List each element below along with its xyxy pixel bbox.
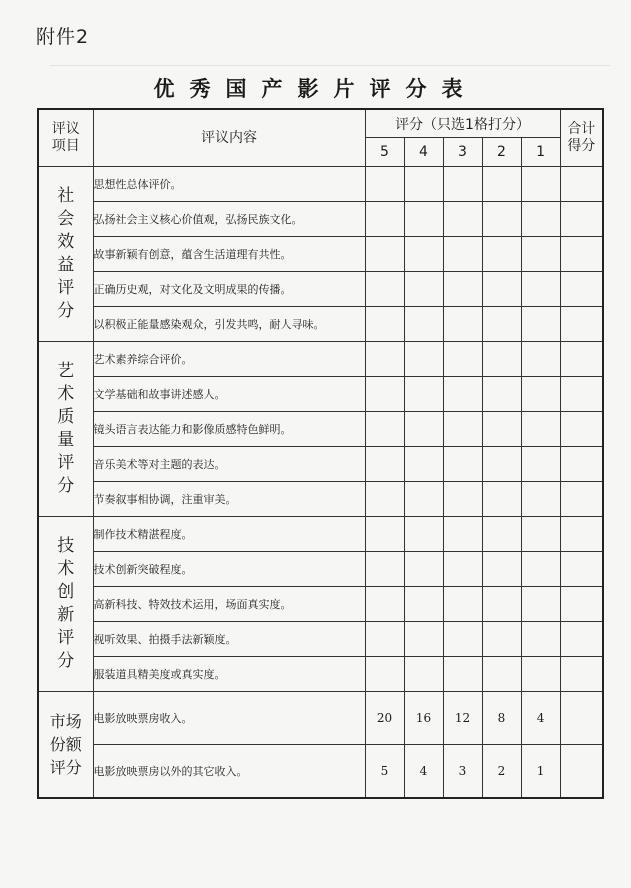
score-cell[interactable]: [443, 622, 482, 657]
score-value[interactable]: 8: [482, 692, 521, 745]
score-cell[interactable]: [443, 657, 482, 692]
total-cell[interactable]: [560, 447, 603, 482]
criteria-item: 电影放映票房以外的其它收入。: [93, 745, 365, 799]
score-cell[interactable]: [521, 622, 560, 657]
category-line: 评分: [49, 758, 82, 777]
score-cell[interactable]: [443, 202, 482, 237]
score-cell[interactable]: [521, 237, 560, 272]
category-char: 效: [57, 232, 75, 252]
total-cell[interactable]: [560, 202, 603, 237]
score-cell[interactable]: [521, 272, 560, 307]
criteria-item: 音乐美术等对主题的表达。: [93, 447, 365, 482]
score-cell[interactable]: [365, 307, 404, 342]
score-cell[interactable]: [365, 237, 404, 272]
category-char: 术: [57, 559, 75, 579]
score-cell[interactable]: [482, 552, 521, 587]
criteria-item: 视听效果、拍摄手法新颖度。: [93, 622, 365, 657]
category-tech: [38, 517, 93, 692]
score-cell[interactable]: [404, 202, 443, 237]
category-char: 会: [57, 209, 75, 229]
category-char: 分: [57, 476, 75, 496]
category-char: 评: [57, 628, 75, 648]
score-cell[interactable]: [404, 237, 443, 272]
total-cell[interactable]: [560, 412, 603, 447]
total-cell[interactable]: [560, 622, 603, 657]
category-art: [38, 342, 93, 517]
score-cell[interactable]: [482, 517, 521, 552]
header-total-line2: 得分: [567, 138, 596, 154]
category-line: 份额: [49, 735, 82, 754]
criteria-item: 制作技术精湛程度。: [93, 517, 365, 552]
total-cell[interactable]: [560, 237, 603, 272]
score-value[interactable]: 12: [443, 692, 482, 745]
score-cell[interactable]: [521, 517, 560, 552]
criteria-item: 文学基础和故事讲述感人。: [93, 377, 365, 412]
header-eval-item-line1: 评议: [51, 121, 80, 137]
score-level-3: 3: [443, 138, 482, 167]
total-cell[interactable]: [560, 377, 603, 412]
score-cell[interactable]: [521, 307, 560, 342]
score-cell[interactable]: [482, 307, 521, 342]
score-cell[interactable]: [443, 167, 482, 202]
total-cell[interactable]: [560, 482, 603, 517]
score-cell[interactable]: [521, 552, 560, 587]
total-cell[interactable]: [560, 657, 603, 692]
criteria-item: 电影放映票房收入。: [93, 692, 365, 745]
score-cell[interactable]: [521, 342, 560, 377]
score-cell[interactable]: [404, 342, 443, 377]
score-cell[interactable]: [443, 552, 482, 587]
score-cell[interactable]: [482, 447, 521, 482]
score-cell[interactable]: [404, 552, 443, 587]
criteria-item: 节奏叙事相协调，注重审美。: [93, 482, 365, 517]
category-char: 术: [57, 384, 75, 404]
score-value[interactable]: 16: [404, 692, 443, 745]
total-cell[interactable]: [560, 552, 603, 587]
score-cell[interactable]: [443, 482, 482, 517]
criteria-item: 服装道具精美度或真实度。: [93, 657, 365, 692]
score-cell[interactable]: [482, 167, 521, 202]
score-value[interactable]: 4: [521, 692, 560, 745]
header-eval-item: [38, 109, 93, 167]
total-cell[interactable]: [560, 692, 603, 745]
score-cell[interactable]: [443, 237, 482, 272]
category-char: 新: [57, 605, 75, 625]
criteria-item: 故事新颖有创意，蕴含生活道理有共性。: [93, 237, 365, 272]
score-cell[interactable]: [443, 307, 482, 342]
total-cell[interactable]: [560, 307, 603, 342]
score-cell[interactable]: [404, 412, 443, 447]
score-cell[interactable]: [404, 167, 443, 202]
score-cell[interactable]: [482, 622, 521, 657]
score-cell[interactable]: [521, 167, 560, 202]
total-cell[interactable]: [560, 342, 603, 377]
score-cell[interactable]: [443, 447, 482, 482]
score-cell[interactable]: [365, 167, 404, 202]
score-cell[interactable]: [521, 447, 560, 482]
score-cell[interactable]: [482, 202, 521, 237]
score-cell[interactable]: [443, 342, 482, 377]
category-char: 益: [57, 255, 75, 275]
score-value[interactable]: 2: [482, 745, 521, 799]
score-cell[interactable]: [443, 272, 482, 307]
score-cell[interactable]: [482, 412, 521, 447]
score-cell[interactable]: [482, 587, 521, 622]
score-cell[interactable]: [365, 447, 404, 482]
divider: [50, 65, 610, 66]
score-cell[interactable]: [365, 622, 404, 657]
score-level-4: 4: [404, 138, 443, 167]
score-cell[interactable]: [365, 377, 404, 412]
criteria-item: 技术创新突破程度。: [93, 552, 365, 587]
score-cell[interactable]: [404, 272, 443, 307]
score-cell[interactable]: [443, 587, 482, 622]
attachment-label: 附件2: [36, 26, 90, 48]
criteria-item: 正确历史观，对文化及文明成果的传播。: [93, 272, 365, 307]
category-char: 评: [57, 278, 75, 298]
category-char: 分: [57, 651, 75, 671]
score-cell[interactable]: [521, 587, 560, 622]
header-eval-item-line2: 项目: [51, 138, 80, 154]
total-cell[interactable]: [560, 745, 603, 799]
score-value[interactable]: 20: [365, 692, 404, 745]
score-cell[interactable]: [365, 552, 404, 587]
criteria-item: 弘扬社会主义核心价值观，弘扬民族文化。: [93, 202, 365, 237]
score-cell[interactable]: [365, 342, 404, 377]
header-score-group: 评分（只选1格打分）: [365, 109, 560, 138]
score-cell[interactable]: [443, 412, 482, 447]
score-value[interactable]: 5: [365, 745, 404, 799]
score-cell[interactable]: [404, 377, 443, 412]
scoring-table: [37, 108, 604, 799]
score-cell[interactable]: [365, 587, 404, 622]
score-cell[interactable]: [365, 657, 404, 692]
category-char: 分: [57, 301, 75, 321]
category-line: 市场: [49, 712, 82, 731]
criteria-item: 高新科技、特效技术运用，场面真实度。: [93, 587, 365, 622]
score-cell[interactable]: [482, 342, 521, 377]
criteria-item: 以积极正能量感染观众，引发共鸣，耐人寻味。: [93, 307, 365, 342]
category-market: [38, 692, 93, 799]
score-cell[interactable]: [404, 517, 443, 552]
score-cell[interactable]: [521, 482, 560, 517]
score-level-2: 2: [482, 138, 521, 167]
category-char: 质: [57, 407, 75, 427]
score-cell[interactable]: [443, 517, 482, 552]
score-cell[interactable]: [365, 517, 404, 552]
category-char: 技: [57, 536, 75, 556]
score-cell[interactable]: [482, 482, 521, 517]
category-char: 社: [57, 186, 75, 206]
criteria-item: 艺术素养综合评价。: [93, 342, 365, 377]
total-cell[interactable]: [560, 272, 603, 307]
score-cell[interactable]: [521, 202, 560, 237]
category-char: 评: [57, 453, 75, 473]
score-value[interactable]: 1: [521, 745, 560, 799]
score-cell[interactable]: [482, 377, 521, 412]
category-char: 量: [57, 430, 75, 450]
score-value[interactable]: 4: [404, 745, 443, 799]
score-cell[interactable]: [404, 447, 443, 482]
score-cell[interactable]: [404, 482, 443, 517]
header-total: [560, 109, 603, 167]
total-cell[interactable]: [560, 587, 603, 622]
score-level-5: 5: [365, 138, 404, 167]
category-social: [38, 167, 93, 342]
score-cell[interactable]: [365, 482, 404, 517]
score-cell[interactable]: [404, 307, 443, 342]
score-level-1: 1: [521, 138, 560, 167]
header-content: 评议内容: [93, 109, 365, 167]
score-cell[interactable]: [443, 377, 482, 412]
score-value[interactable]: 3: [443, 745, 482, 799]
score-cell[interactable]: [365, 202, 404, 237]
score-cell[interactable]: [404, 622, 443, 657]
score-cell[interactable]: [521, 412, 560, 447]
category-char: 创: [57, 582, 75, 602]
total-cell[interactable]: [560, 167, 603, 202]
criteria-item: 镜头语言表达能力和影像质感特色鲜明。: [93, 412, 365, 447]
page-title: 优秀国产影片评分表: [153, 77, 478, 101]
score-cell[interactable]: [404, 657, 443, 692]
criteria-item: 思想性总体评价。: [93, 167, 365, 202]
score-cell[interactable]: [521, 377, 560, 412]
score-cell[interactable]: [404, 587, 443, 622]
header-total-line1: 合计: [567, 121, 596, 137]
score-cell[interactable]: [482, 237, 521, 272]
category-char: 艺: [57, 361, 75, 381]
score-cell[interactable]: [482, 657, 521, 692]
score-cell[interactable]: [365, 272, 404, 307]
score-cell[interactable]: [482, 272, 521, 307]
score-cell[interactable]: [365, 412, 404, 447]
total-cell[interactable]: [560, 517, 603, 552]
score-cell[interactable]: [521, 657, 560, 692]
